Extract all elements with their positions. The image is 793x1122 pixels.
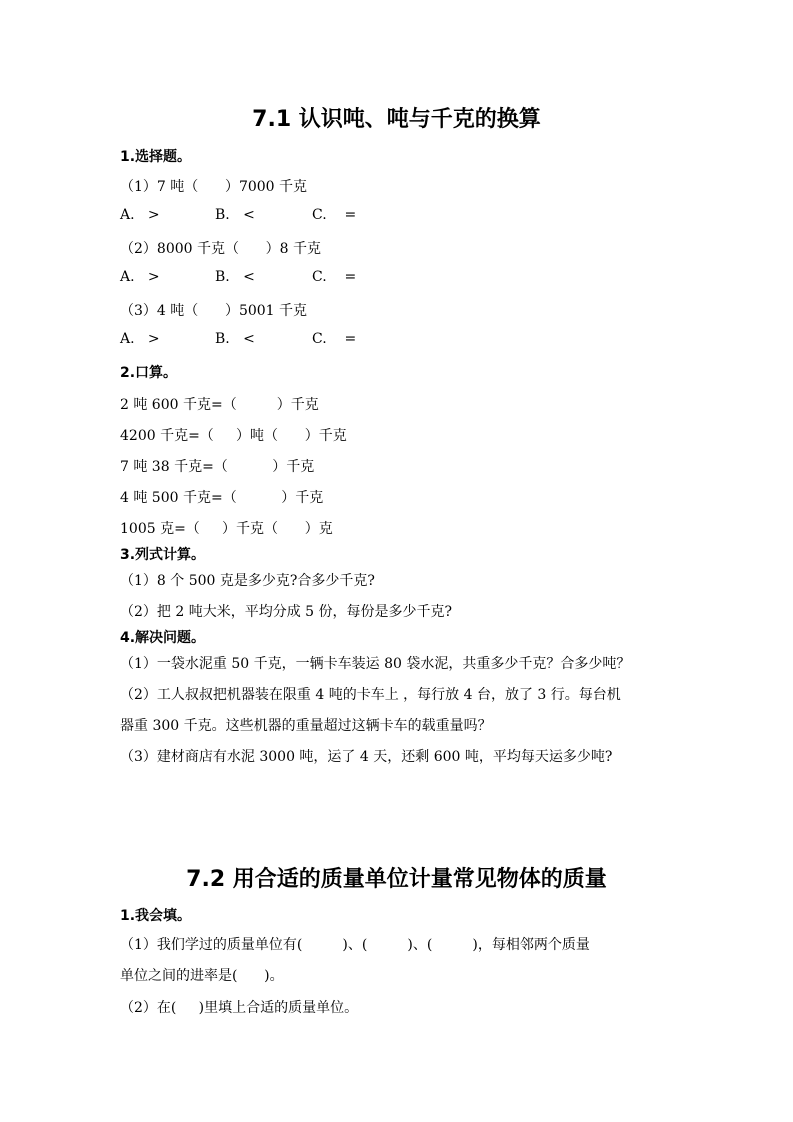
choice-1-option-c: C. = xyxy=(312,207,357,223)
section-title-7-1: 7.1 认识吨、吨与千克的换算 xyxy=(252,107,541,132)
choice-2-option-c: C. = xyxy=(312,269,357,285)
choice-3-option-b: B. < xyxy=(215,331,255,347)
problem-line-3: 器重 300 千克。这些机器的重量超过这辆卡车的载重量吗？ xyxy=(120,718,492,734)
question-1-heading: 1.选择题。 xyxy=(120,149,192,165)
mental-math-line-3: 7 吨 38 千克=（ ）千克 xyxy=(120,459,315,475)
problem-line-1: （1）一袋水泥重 50 千克，一辆卡车装运 80 袋水泥，共重多少千克？合多少吨？ xyxy=(120,656,631,672)
fill-in-line-3: （2）在( )里填上合适的质量单位。 xyxy=(120,1000,359,1016)
choice-3-option-a: A. > xyxy=(120,331,160,347)
mental-math-line-4: 4 吨 500 千克=（ ）千克 xyxy=(120,490,324,506)
choice-3-option-c: C. = xyxy=(312,331,357,347)
choice-question-2: （2）8000 千克（ ）8 千克 xyxy=(120,241,322,257)
mental-math-line-5: 1005 克=（ ）千克（ ）克 xyxy=(120,521,333,537)
choice-question-3: （3）4 吨（ ）5001 千克 xyxy=(120,303,308,319)
question-2-heading: 2.口算。 xyxy=(120,365,178,381)
fill-in-heading: 1.我会填。 xyxy=(120,908,192,924)
section-title-7-2: 7.2 用合适的质量单位计量常见物体的质量 xyxy=(186,867,607,892)
choice-1-option-a: A. > xyxy=(120,207,160,223)
calculation-line-2: （2）把 2 吨大米，平均分成 5 份，每份是多少千克? xyxy=(120,604,453,620)
fill-in-line-1: （1）我们学过的质量单位有( )、( )、( )，每相邻两个质量 xyxy=(120,937,590,953)
question-4-heading: 4.解决问题。 xyxy=(120,630,206,646)
mental-math-line-1: 2 吨 600 千克=（ ）千克 xyxy=(120,397,319,413)
calculation-line-1: （1）8 个 500 克是多少克?合多少千克? xyxy=(120,573,375,589)
problem-line-4: （3）建材商店有水泥 3000 吨，运了 4 天，还剩 600 吨，平均每天运多少吨? xyxy=(120,749,613,765)
choice-1-option-b: B. < xyxy=(215,207,255,223)
question-3-heading: 3.列式计算。 xyxy=(120,547,206,563)
problem-line-2: （2）工人叔叔把机器装在限重 4 吨的卡车上 ，每行放 4 台，放了 3 行。每台机 xyxy=(120,687,621,703)
mental-math-line-2: 4200 千克=（ ）吨（ ）千克 xyxy=(120,428,347,444)
choice-question-1: （1）7 吨（ ）7000 千克 xyxy=(120,179,308,195)
choice-2-option-b: B. < xyxy=(215,269,255,285)
choice-2-option-a: A. > xyxy=(120,269,160,285)
fill-in-line-2: 单位之间的进率是( )。 xyxy=(120,968,284,984)
